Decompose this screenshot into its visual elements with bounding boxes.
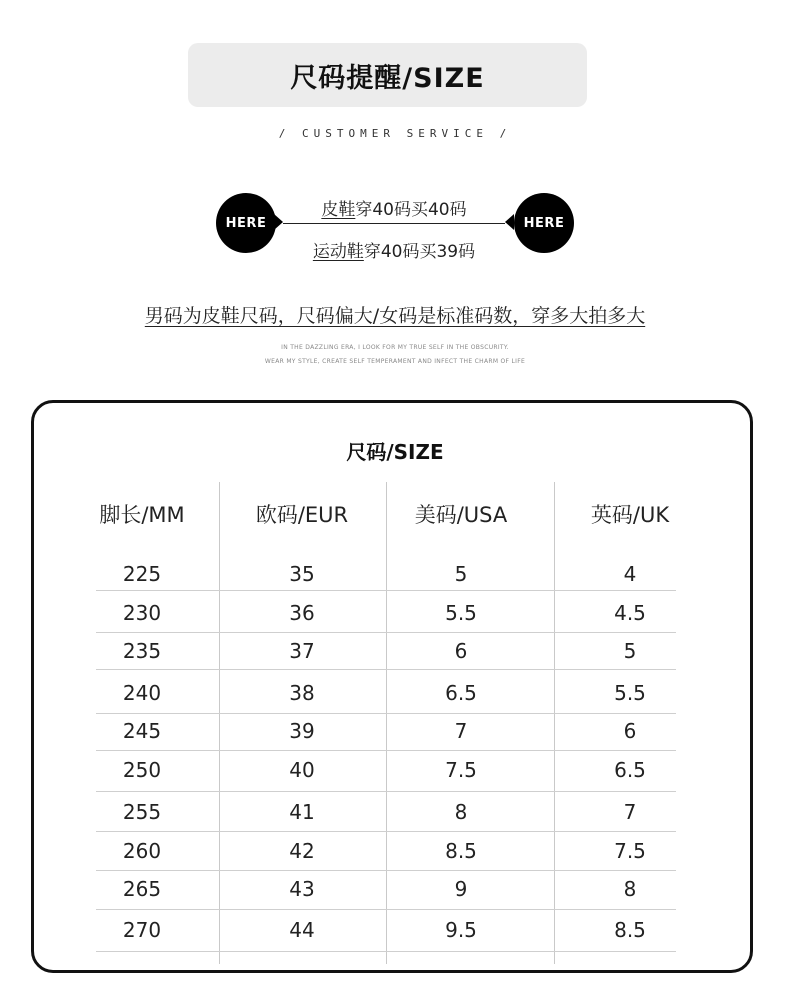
table-cell: 42 bbox=[289, 839, 315, 863]
column-header: 英码/UK bbox=[590, 503, 670, 527]
page-subtitle: / CUSTOMER SERVICE / bbox=[278, 127, 512, 140]
leather-shoe-rule: 穿40码买40码 bbox=[355, 200, 467, 220]
table-cell: 260 bbox=[122, 839, 162, 863]
row-divider bbox=[96, 669, 676, 670]
table-cell: 250 bbox=[122, 758, 162, 782]
row-divider bbox=[96, 590, 676, 591]
tip-divider bbox=[283, 223, 505, 224]
row-divider bbox=[96, 632, 676, 633]
here-badge-right: HERE bbox=[514, 193, 574, 253]
table-cell: 7 bbox=[623, 800, 637, 824]
table-cell: 5.5 bbox=[614, 681, 646, 705]
row-divider bbox=[96, 750, 676, 751]
table-cell: 7 bbox=[454, 719, 468, 743]
size-note-text: 男码为皮鞋尺码，尺码偏大/女码是标准码数，穿多大拍多大 bbox=[144, 305, 646, 327]
table-cell: 6.5 bbox=[614, 758, 646, 782]
sport-shoe-label: 运动鞋 bbox=[312, 242, 364, 262]
table-cell: 8 bbox=[623, 877, 637, 901]
table-cell: 4.5 bbox=[614, 601, 646, 625]
arrow-left-icon bbox=[505, 214, 514, 230]
column-divider bbox=[219, 482, 220, 964]
here-badge-left: HERE bbox=[216, 193, 276, 253]
table-cell: 8.5 bbox=[614, 918, 646, 942]
sport-shoe-rule: 穿40码买39码 bbox=[363, 242, 476, 262]
table-cell: 5.5 bbox=[445, 601, 477, 625]
table-cell: 6 bbox=[454, 639, 468, 663]
leather-shoe-label: 皮鞋 bbox=[321, 200, 356, 220]
table-cell: 240 bbox=[122, 681, 162, 705]
table-cell: 36 bbox=[289, 601, 315, 625]
table-cell: 7.5 bbox=[445, 758, 477, 782]
row-divider bbox=[96, 713, 676, 714]
size-table-title: 尺码/SIZE bbox=[346, 440, 444, 464]
table-cell: 230 bbox=[122, 601, 162, 625]
table-cell: 245 bbox=[122, 719, 162, 743]
table-cell: 270 bbox=[122, 918, 162, 942]
table-cell: 38 bbox=[289, 681, 315, 705]
table-cell: 235 bbox=[122, 639, 162, 663]
row-divider bbox=[96, 791, 676, 792]
row-divider bbox=[96, 831, 676, 832]
row-divider bbox=[96, 909, 676, 910]
table-cell: 255 bbox=[122, 800, 162, 824]
table-cell: 4 bbox=[623, 562, 637, 586]
table-cell: 265 bbox=[122, 877, 162, 901]
table-cell: 44 bbox=[289, 918, 315, 942]
table-cell: 5 bbox=[454, 562, 468, 586]
column-header: 脚长/MM bbox=[99, 503, 185, 527]
table-cell: 6 bbox=[623, 719, 637, 743]
small-print-line-2: WEAR MY STYLE, CREATE SELF TEMPERAMENT AND INFECT THE CHARM OF LIFE bbox=[264, 358, 526, 365]
table-cell: 7.5 bbox=[614, 839, 646, 863]
table-cell: 37 bbox=[289, 639, 315, 663]
table-cell: 6.5 bbox=[445, 681, 477, 705]
column-header: 美码/USA bbox=[414, 503, 508, 527]
row-divider bbox=[96, 870, 676, 871]
table-cell: 35 bbox=[289, 562, 315, 586]
sport-shoe-tip bbox=[283, 237, 505, 262]
page-title: 尺码提醒/SIZE bbox=[290, 62, 485, 94]
table-cell: 225 bbox=[122, 562, 162, 586]
table-cell: 8 bbox=[454, 800, 468, 824]
small-print-line-1: IN THE DAZZLING ERA, I LOOK FOR MY TRUE SELF IN THE OBSCURITY. bbox=[281, 344, 509, 351]
title-banner bbox=[188, 43, 587, 107]
table-cell: 43 bbox=[289, 877, 315, 901]
table-cell: 9 bbox=[454, 877, 468, 901]
size-note bbox=[0, 301, 790, 328]
table-cell: 5 bbox=[623, 639, 637, 663]
table-cell: 9.5 bbox=[445, 918, 477, 942]
table-cell: 40 bbox=[289, 758, 315, 782]
column-header: 欧码/EUR bbox=[255, 503, 349, 527]
arrow-right-icon bbox=[274, 214, 283, 230]
table-cell: 41 bbox=[289, 800, 315, 824]
table-cell: 39 bbox=[289, 719, 315, 743]
row-divider bbox=[96, 951, 676, 952]
leather-shoe-tip bbox=[283, 195, 505, 220]
table-cell: 8.5 bbox=[445, 839, 477, 863]
